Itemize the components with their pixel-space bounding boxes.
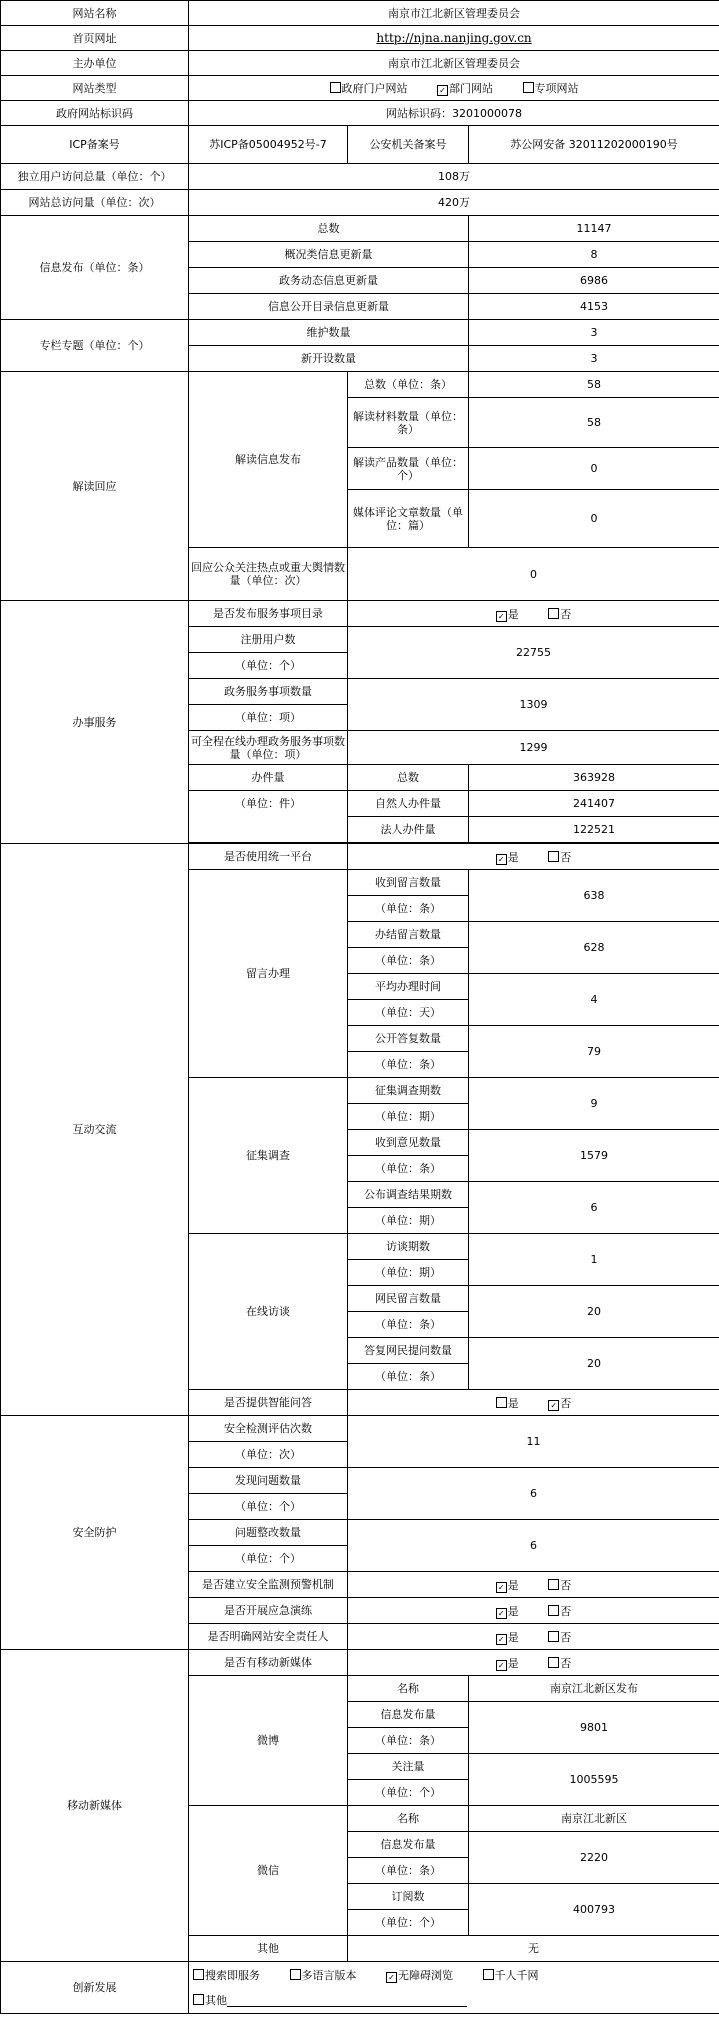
mobile-has-label: 是否有移动新媒体 bbox=[189, 1650, 348, 1676]
uv-label: 独立用户访问总量（单位：个） bbox=[1, 164, 189, 190]
service-catalog-label: 是否发布服务事项目录 bbox=[189, 601, 348, 627]
survey-row-label: 收到意见数量 bbox=[348, 1130, 469, 1156]
checkbox-icon bbox=[193, 1969, 204, 1980]
mobile-section-label: 移动新媒体 bbox=[1, 1650, 189, 1962]
service-cases-legal-value: 122521 bbox=[469, 817, 719, 843]
no-option[interactable]: 否 bbox=[548, 1604, 571, 1618]
sponsor-value: 南京市江北新区管理委员会 bbox=[189, 51, 719, 76]
survey-row-value: 6 bbox=[469, 1182, 719, 1234]
row-uv bbox=[1, 164, 719, 190]
gov-id-label: 政府网站标识码 bbox=[1, 101, 189, 126]
wechat-name-value: 南京江北新区 bbox=[469, 1806, 719, 1832]
checkbox-icon bbox=[548, 1605, 559, 1616]
checkbox-checked-icon: ✓ bbox=[496, 1608, 507, 1619]
service-users-value: 22755 bbox=[348, 627, 719, 679]
message-row-label: 收到留言数量 bbox=[348, 870, 469, 896]
wechat-label: 微信 bbox=[189, 1806, 348, 1936]
icp-value: 苏ICP备05004952号-7 bbox=[189, 126, 348, 164]
publish-row-value: 6986 bbox=[469, 268, 719, 294]
interaction-section-label: 互动交流 bbox=[1, 844, 189, 1416]
security-drill-options bbox=[348, 1598, 719, 1624]
innovation-option[interactable]: 千人千网 bbox=[483, 1968, 539, 1982]
gov-id-value: 网站标识码：3201000078 bbox=[189, 101, 719, 126]
table-row bbox=[1, 1650, 719, 1676]
table-row bbox=[1, 1416, 719, 1442]
service-online-label: 可全程在线办理政务服务事项数量（单位：项） bbox=[189, 731, 348, 765]
checkbox-icon bbox=[548, 851, 559, 862]
security-row-unit: （单位：个） bbox=[189, 1546, 348, 1572]
checkbox-checked-icon: ✓ bbox=[496, 1634, 507, 1645]
row-icp bbox=[1, 126, 719, 164]
weibo-name-label: 名称 bbox=[348, 1676, 469, 1702]
interview-row-label: 网民留言数量 bbox=[348, 1286, 469, 1312]
checkbox-icon bbox=[548, 1631, 559, 1642]
checkbox-checked-icon: ✓ bbox=[548, 1400, 559, 1411]
security-owner-options bbox=[348, 1624, 719, 1650]
service-online-value: 1299 bbox=[348, 731, 719, 765]
interpret-media-value: 0 bbox=[469, 490, 719, 548]
column-section-label: 专栏专题（单位：个） bbox=[1, 320, 189, 372]
sponsor-label: 主办单位 bbox=[1, 51, 189, 76]
wechat-sub-value: 400793 bbox=[469, 1884, 719, 1936]
service-cases-person-label: 自然人办件量 bbox=[348, 791, 469, 817]
innovation-options bbox=[189, 1962, 719, 1988]
wechat-name-label: 名称 bbox=[348, 1806, 469, 1832]
security-row-label: 问题整改数量 bbox=[189, 1520, 348, 1546]
interview-row-label: 答复网民提问数量 bbox=[348, 1338, 469, 1364]
police-label: 公安机关备案号 bbox=[348, 126, 469, 164]
survey-row-value: 9 bbox=[469, 1078, 719, 1130]
weibo-follow-label: 关注量 bbox=[348, 1754, 469, 1780]
survey-row-label: 公布调查结果期数 bbox=[348, 1182, 469, 1208]
security-row-value: 11 bbox=[348, 1416, 719, 1468]
weibo-follow-unit: （单位：个） bbox=[348, 1780, 469, 1806]
uv-value: 108万 bbox=[189, 164, 719, 190]
checkbox-checked-icon: ✓ bbox=[496, 611, 507, 622]
yes-option[interactable]: ✓ 是 bbox=[496, 851, 519, 864]
service-cases-total-label: 总数 bbox=[348, 765, 469, 791]
row-sponsor bbox=[1, 51, 719, 76]
service-items-value: 1309 bbox=[348, 679, 719, 731]
checkbox-checked-icon: ✓ bbox=[496, 1582, 507, 1593]
yes-option[interactable]: ✓ 是 bbox=[496, 608, 519, 621]
publish-row-value: 4153 bbox=[469, 294, 719, 320]
wechat-sub-unit: （单位：个） bbox=[348, 1910, 469, 1936]
interaction-smart-options bbox=[348, 1390, 719, 1416]
yes-option[interactable]: ✓ 是 bbox=[496, 1657, 519, 1670]
weibo-post-label: 信息发布量 bbox=[348, 1702, 469, 1728]
home-url-label: 首页网址 bbox=[1, 26, 189, 51]
interaction-smart-label: 是否提供智能问答 bbox=[189, 1390, 348, 1416]
site-type-option[interactable]: 专项网站 bbox=[523, 81, 579, 95]
table-row bbox=[1, 1962, 719, 1988]
site-name-label: 网站名称 bbox=[1, 1, 189, 26]
publish-row-label: 总数 bbox=[189, 216, 469, 242]
row-site-name bbox=[1, 1, 719, 26]
table-row bbox=[1, 320, 719, 346]
yes-option[interactable]: ✓ 是 bbox=[496, 1605, 519, 1618]
survey-row-unit: （单位：期） bbox=[348, 1208, 469, 1234]
message-row-label: 公开答复数量 bbox=[348, 1026, 469, 1052]
no-option[interactable]: 否 bbox=[548, 1630, 571, 1644]
yes-option[interactable]: ✓ 是 bbox=[496, 1631, 519, 1644]
interpret-product-value: 0 bbox=[469, 448, 719, 490]
innovation-other-input[interactable] bbox=[227, 1995, 467, 2007]
security-row-label: 发现问题数量 bbox=[189, 1468, 348, 1494]
site-type-label: 网站类型 bbox=[1, 76, 189, 101]
no-option[interactable]: 否 bbox=[548, 1578, 571, 1592]
interpret-sub-label: 解读信息发布 bbox=[189, 372, 348, 548]
message-row-value: 638 bbox=[469, 870, 719, 922]
column-row-value: 3 bbox=[469, 346, 719, 372]
survey-row-unit: （单位：期） bbox=[348, 1104, 469, 1130]
innovation-option[interactable]: ✓ 无障碍浏览 bbox=[386, 1969, 453, 1982]
security-row-value: 6 bbox=[348, 1520, 719, 1572]
innovation-option[interactable]: 多语言版本 bbox=[290, 1968, 357, 1982]
pv-label: 网站总访问量（单位：次） bbox=[1, 190, 189, 216]
interpret-section-label: 解读回应 bbox=[1, 372, 189, 601]
checkbox-checked-icon: ✓ bbox=[437, 85, 448, 96]
checkbox-checked-icon: ✓ bbox=[496, 854, 507, 865]
survey-row-unit: （单位：条） bbox=[348, 1156, 469, 1182]
service-cases-unit: （单位：件） bbox=[189, 791, 348, 843]
wechat-sub-label: 订阅数 bbox=[348, 1884, 469, 1910]
table-row bbox=[1, 216, 719, 242]
column-row-label: 维护数量 bbox=[189, 320, 469, 346]
message-sub-label: 留言办理 bbox=[189, 870, 348, 1078]
message-row-value: 4 bbox=[469, 974, 719, 1026]
interview-sub-label: 在线访谈 bbox=[189, 1234, 348, 1390]
weibo-label: 微博 bbox=[189, 1676, 348, 1806]
message-row-value: 628 bbox=[469, 922, 719, 974]
security-row-unit: （单位：个） bbox=[189, 1494, 348, 1520]
security-row-unit: （单位：次） bbox=[189, 1442, 348, 1468]
no-option[interactable]: 否 bbox=[548, 1656, 571, 1670]
table-row bbox=[1, 372, 719, 398]
column-row-label: 新开设数量 bbox=[189, 346, 469, 372]
table-row bbox=[1, 844, 719, 870]
no-option[interactable]: ✓ 否 bbox=[548, 1397, 571, 1410]
interview-row-label: 访谈期数 bbox=[348, 1234, 469, 1260]
row-site-type bbox=[1, 76, 719, 101]
message-row-unit: （单位：条） bbox=[348, 896, 469, 922]
service-cases-label: 办件量 bbox=[189, 765, 348, 791]
pv-value: 420万 bbox=[189, 190, 719, 216]
interaction-platform-options bbox=[348, 844, 719, 870]
security-owner-label: 是否明确网站安全责任人 bbox=[189, 1624, 348, 1650]
innovation-other bbox=[189, 1988, 719, 2014]
row-home-url bbox=[1, 26, 719, 51]
interview-row-value: 20 bbox=[469, 1286, 719, 1338]
weibo-post-value: 9801 bbox=[469, 1702, 719, 1754]
checkbox-icon bbox=[548, 608, 559, 619]
security-drill-label: 是否开展应急演练 bbox=[189, 1598, 348, 1624]
interpret-media-label: 媒体评论文章数量（单位：篇） bbox=[348, 490, 469, 548]
interview-row-unit: （单位：条） bbox=[348, 1364, 469, 1390]
message-row-value: 79 bbox=[469, 1026, 719, 1078]
publish-row-value: 8 bbox=[469, 242, 719, 268]
innovation-section-label: 创新发展 bbox=[1, 1962, 189, 2014]
interview-row-value: 1 bbox=[469, 1234, 719, 1286]
publish-row-label: 信息公开目录信息更新量 bbox=[189, 294, 469, 320]
checkbox-icon bbox=[330, 82, 341, 93]
interview-row-unit: （单位：期） bbox=[348, 1260, 469, 1286]
no-option[interactable]: 否 bbox=[548, 850, 571, 864]
weibo-follow-value: 1005595 bbox=[469, 1754, 719, 1806]
service-cases-total-value: 363928 bbox=[469, 765, 719, 791]
security-row-label: 安全检测评估次数 bbox=[189, 1416, 348, 1442]
mobile-other-label: 其他 bbox=[189, 1936, 348, 1962]
checkbox-icon bbox=[548, 1657, 559, 1668]
publish-row-label: 概况类信息更新量 bbox=[189, 242, 469, 268]
security-row-value: 6 bbox=[348, 1468, 719, 1520]
message-row-unit: （单位：条） bbox=[348, 948, 469, 974]
interview-row-value: 20 bbox=[469, 1338, 719, 1390]
checkbox-icon bbox=[290, 1969, 301, 1980]
no-option[interactable]: 否 bbox=[548, 607, 571, 621]
survey-row-value: 1579 bbox=[469, 1130, 719, 1182]
message-row-label: 平均办理时间 bbox=[348, 974, 469, 1000]
interpret-product-label: 解读产品数量（单位：个） bbox=[348, 448, 469, 490]
interpret-material-value: 58 bbox=[469, 398, 719, 448]
survey-sub-label: 征集调查 bbox=[189, 1078, 348, 1234]
yes-option[interactable]: ✓ 是 bbox=[496, 1579, 519, 1592]
yes-option[interactable]: 是 bbox=[496, 1396, 519, 1410]
table-row bbox=[1, 601, 719, 627]
weibo-post-unit: （单位：条） bbox=[348, 1728, 469, 1754]
checkbox-icon bbox=[193, 1994, 204, 2005]
icp-label: ICP备案号 bbox=[1, 126, 189, 164]
mobile-other-value: 无 bbox=[348, 1936, 719, 1962]
checkbox-icon bbox=[483, 1969, 494, 1980]
service-users-label: 注册用户数 bbox=[189, 627, 348, 653]
checkbox-checked-icon: ✓ bbox=[496, 1660, 507, 1671]
service-users-unit: （单位：个） bbox=[189, 653, 348, 679]
interpret-total-value: 58 bbox=[469, 372, 719, 398]
interview-row-unit: （单位：条） bbox=[348, 1312, 469, 1338]
checkbox-icon bbox=[548, 1579, 559, 1590]
service-cases-legal-label: 法人办件量 bbox=[348, 817, 469, 843]
service-cases-person-value: 241407 bbox=[469, 791, 719, 817]
message-row-label: 办结留言数量 bbox=[348, 922, 469, 948]
interpret-response-label: 回应公众关注热点或重大舆情数量（单位：次） bbox=[189, 548, 348, 601]
service-items-unit: （单位：项） bbox=[189, 705, 348, 731]
interpret-response-value: 0 bbox=[348, 548, 719, 601]
publish-row-label: 政务动态信息更新量 bbox=[189, 268, 469, 294]
checkbox-checked-icon: ✓ bbox=[386, 1972, 397, 1983]
security-warning-options bbox=[348, 1572, 719, 1598]
security-section-label: 安全防护 bbox=[1, 1416, 189, 1650]
interpret-material-label: 解读材料数量（单位：条） bbox=[348, 398, 469, 448]
row-gov-id bbox=[1, 101, 719, 126]
service-section-label: 办事服务 bbox=[1, 601, 189, 844]
site-type-options bbox=[189, 76, 719, 101]
survey-row-label: 征集调查期数 bbox=[348, 1078, 469, 1104]
police-value: 苏公网安备 32011202000190号 bbox=[469, 126, 719, 164]
site-type-option[interactable]: ✓ 部门网站 bbox=[437, 82, 493, 95]
row-pv bbox=[1, 190, 719, 216]
interaction-platform-label: 是否使用统一平台 bbox=[189, 844, 348, 870]
site-name-value: 南京市江北新区管理委员会 bbox=[189, 1, 719, 26]
publish-section-label: 信息发布（单位：条） bbox=[1, 216, 189, 320]
checkbox-icon bbox=[523, 82, 534, 93]
message-row-unit: （单位：天） bbox=[348, 1000, 469, 1026]
wechat-post-unit: （单位：条） bbox=[348, 1858, 469, 1884]
column-row-value: 3 bbox=[469, 320, 719, 346]
interpret-total-label: 总数（单位：条） bbox=[348, 372, 469, 398]
site-type-option[interactable]: 政府门户网站 bbox=[330, 81, 408, 95]
checkbox-icon bbox=[496, 1397, 507, 1408]
innovation-option[interactable]: 搜索即服务 bbox=[193, 1968, 260, 1982]
security-warning-label: 是否建立安全监测预警机制 bbox=[189, 1572, 348, 1598]
message-row-unit: （单位：条） bbox=[348, 1052, 469, 1078]
publish-row-value: 11147 bbox=[469, 216, 719, 242]
home-url-link[interactable]: http://njna.nanjing.gov.cn bbox=[376, 30, 532, 45]
service-catalog-options bbox=[348, 601, 719, 627]
innovation-other-option[interactable]: 其他 bbox=[193, 1993, 227, 2007]
wechat-post-label: 信息发布量 bbox=[348, 1832, 469, 1858]
weibo-name-value: 南京江北新区发布 bbox=[469, 1676, 719, 1702]
service-items-label: 政务服务事项数量 bbox=[189, 679, 348, 705]
mobile-has-options bbox=[348, 1650, 719, 1676]
wechat-post-value: 2220 bbox=[469, 1832, 719, 1884]
